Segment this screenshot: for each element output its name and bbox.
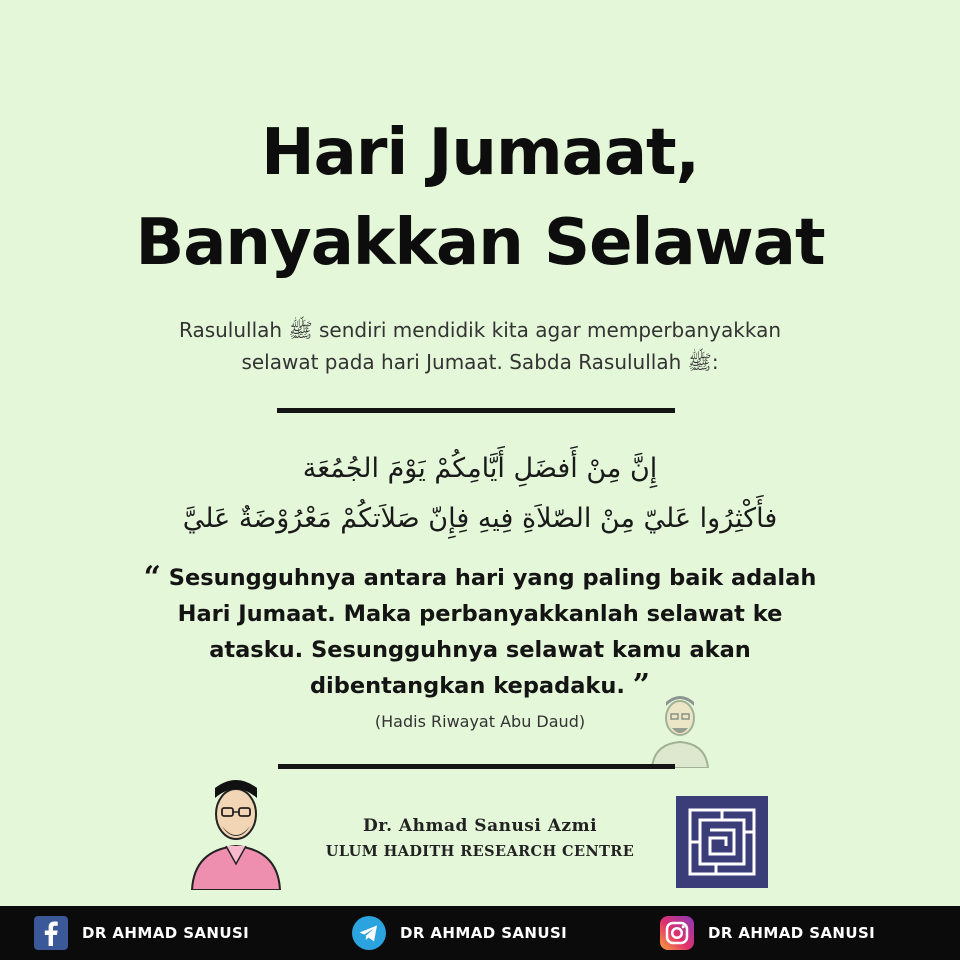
quote-line-2: Hari Jumaat. Maka perbanyakkanlah selawat ke — [177, 601, 783, 627]
close-quote-mark: ” — [632, 668, 651, 703]
translation-quote — [100, 560, 860, 704]
telegram-link[interactable] — [352, 916, 567, 950]
title-line-2: Banyakkan Selawat — [135, 206, 825, 280]
page-title — [0, 108, 960, 288]
divider-bottom — [278, 764, 675, 769]
open-quote-mark: “ — [143, 560, 161, 595]
facebook-label: DR AHMAD SANUSI — [82, 924, 250, 942]
title-line-1: Hari Jumaat, — [261, 116, 699, 190]
instagram-icon — [660, 916, 694, 950]
author-watermark-portrait — [640, 688, 720, 768]
author-portrait — [186, 772, 286, 890]
intro-text — [100, 314, 860, 378]
kufic-logo — [676, 796, 768, 888]
arabic-hadith — [80, 444, 880, 544]
divider-top — [277, 408, 675, 413]
author-name: Dr. Ahmad Sanusi Azmi — [362, 816, 598, 836]
telegram-label: DR AHMAD SANUSI — [400, 924, 568, 942]
research-centre-name: ULUM HADITH RESEARCH CENTRE — [325, 843, 635, 860]
author-block — [300, 812, 660, 864]
hadith-source: (Hadis Riwayat Abu Daud) — [374, 712, 586, 731]
quote-line-3: atasku. Sesungguhnya selawat kamu akan — [209, 637, 751, 663]
arabic-line-1: إِنَّ مِنْ أَفضَلِ أَيَّامِكُمْ يَوْمَ الجُمُعَة — [302, 453, 658, 484]
intro-line-1: Rasulullah ﷺ sendiri mendidik kita agar memperbanyakkan — [178, 318, 781, 342]
arabic-line-2: فأَكْثِرُوا عَليّ مِنْ الصّلاَةِ فِيهِ فِإِنّ صَلاَتكُمْ مَعْرُوْضَةٌ عَليَّ — [182, 503, 778, 534]
instagram-link[interactable] — [660, 916, 875, 950]
quote-line-4: dibentangkan kepadaku. — [309, 673, 625, 699]
footer-bar — [0, 906, 960, 960]
quote-line-1: Sesungguhnya antara hari yang paling baik adalah — [168, 565, 817, 591]
facebook-icon — [34, 916, 68, 950]
telegram-icon — [352, 916, 386, 950]
instagram-label: DR AHMAD SANUSI — [708, 924, 876, 942]
intro-line-2: selawat pada hari Jumaat. Sabda Rasulullah ﷺ: — [241, 350, 719, 374]
facebook-link[interactable] — [34, 916, 249, 950]
